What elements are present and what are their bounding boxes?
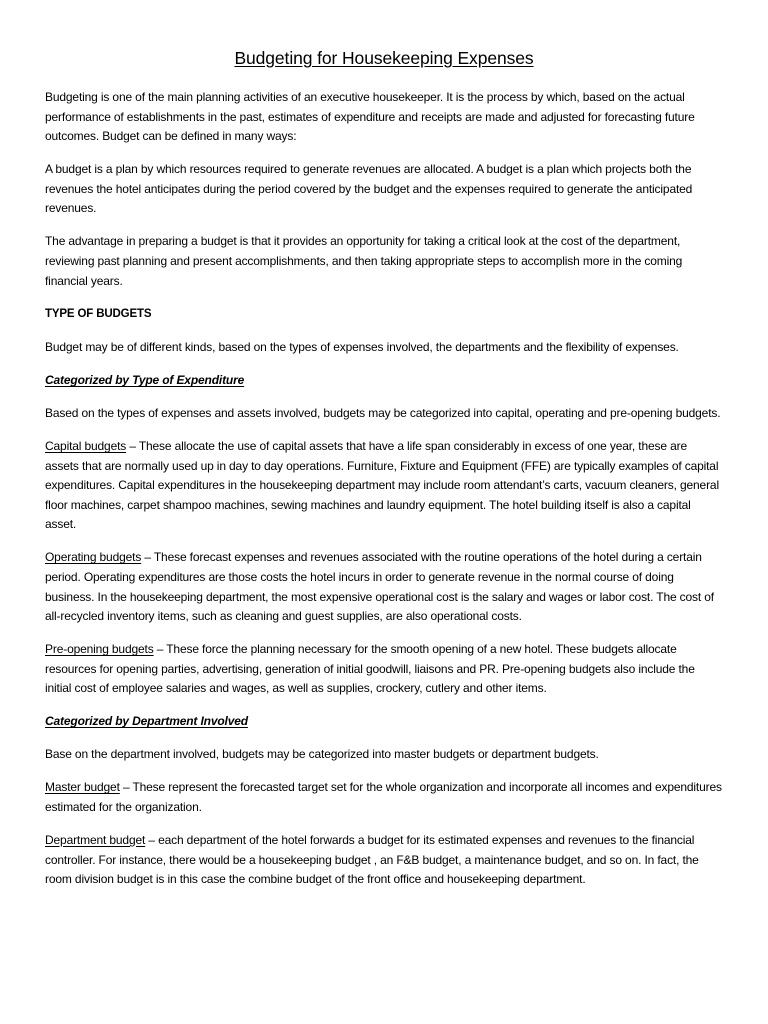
section-heading-department-text: Categorized by Department Involved (45, 714, 248, 729)
section-heading-department (45, 712, 723, 732)
definition-paragraph: A budget is a plan by which resources required to generate revenues are allocated. A budget is a plan which projects both the revenues the hotel anticipates during the period covered by the budget and the expenses required to generate the anticipated revenues. (45, 162, 693, 216)
advantage-paragraph: The advantage in preparing a budget is that it provides an opportunity for taking a critical look at the cost of the department, reviewing past planning and present accomplishments, and then taking appropriate steps to accomplish more in the coming financial years. (45, 234, 683, 288)
master-budget-text: – These represent the forecasted target set for the whole organization and incorporate all incomes and expenditures estimated for the organization. (45, 780, 722, 814)
intro-paragraph: Budgeting is one of the main planning activities of an executive housekeeper. It is the process by which, based on the actual performance of establishments in the past, estimates of expenditure and receipts are made and adjusted for forecasting future outcomes. Budget can be defined in many ways: (45, 90, 695, 144)
section-heading-expenditure-text: Categorized by Type of Expenditure (45, 373, 245, 388)
types-heading: TYPE OF BUDGETS (45, 307, 152, 320)
preopening-budgets-paragraph (45, 640, 723, 699)
document-title: Budgeting for Housekeeping Expenses (234, 48, 534, 68)
capital-budgets-term: Capital budgets (45, 439, 127, 454)
capital-budgets-text: – These allocate the use of capital assets that have a life span considerably in excess of one year, these are assets that are normally used up in day to day operations. Furniture, Fixture and Equipment (FFE) are typically examples of capital expenditures. Capital expenditures in the housekeeping department may include room attendant’s carts, vacuum cleaners, general floor machines, carpet shampoo machines, sewing machines and laundry equipment. The hotel building itself is also a capital asset. (45, 439, 719, 532)
preopening-budgets-text: – These force the planning necessary for the smooth opening of a new hotel. These budgets allocate resources for opening parties, advertising, generation of initial goodwill, liaisons and PR. Pre-opening budgets also include the initial cost of employee salaries and wages, as well as supplies, crockery, cutlery and other items. (45, 642, 695, 696)
section-department-intro: Base on the department involved, budgets may be categorized into master budgets or department budgets. (45, 747, 599, 762)
capital-budgets-paragraph (45, 437, 723, 535)
document-page (45, 48, 723, 903)
master-budget-term: Master budget (45, 780, 120, 795)
operating-budgets-text: – These forecast expenses and revenues associated with the routine operations of the hotel during a certain period. Operating expenditures are those costs the hotel incurs in order to generate revenue in the normal course of doing business. In the housekeeping department, the most expensive operational cost is the salary and wages or labor cost. The cost of all-recycled inventory items, such as cleaning and guest supplies, are also operational costs. (45, 550, 714, 624)
types-intro-paragraph: Budget may be of different kinds, based on the types of expenses involved, the departments and the flexibility of expenses. (45, 340, 679, 355)
department-budget-paragraph (45, 831, 723, 890)
section-heading-expenditure (45, 371, 723, 391)
department-budget-term: Department budget (45, 832, 146, 847)
preopening-budgets-term: Pre-opening budgets (45, 642, 154, 657)
section-expenditure-intro: Based on the types of expenses and assets involved, budgets may be categorized into capital, operating and pre-opening budgets. (45, 406, 721, 421)
operating-budgets-paragraph (45, 548, 723, 626)
operating-budgets-term: Operating budgets (45, 550, 142, 565)
master-budget-paragraph (45, 778, 723, 817)
department-budget-text: – each department of the hotel forwards a budget for its estimated expenses and revenues to the financial controller. For instance, there would be a housekeeping budget , an F&B budget, a maintenance budget, and so on. In fact, the room division budget is in this case the combine budget of the front office and housekeeping department. (45, 832, 699, 887)
